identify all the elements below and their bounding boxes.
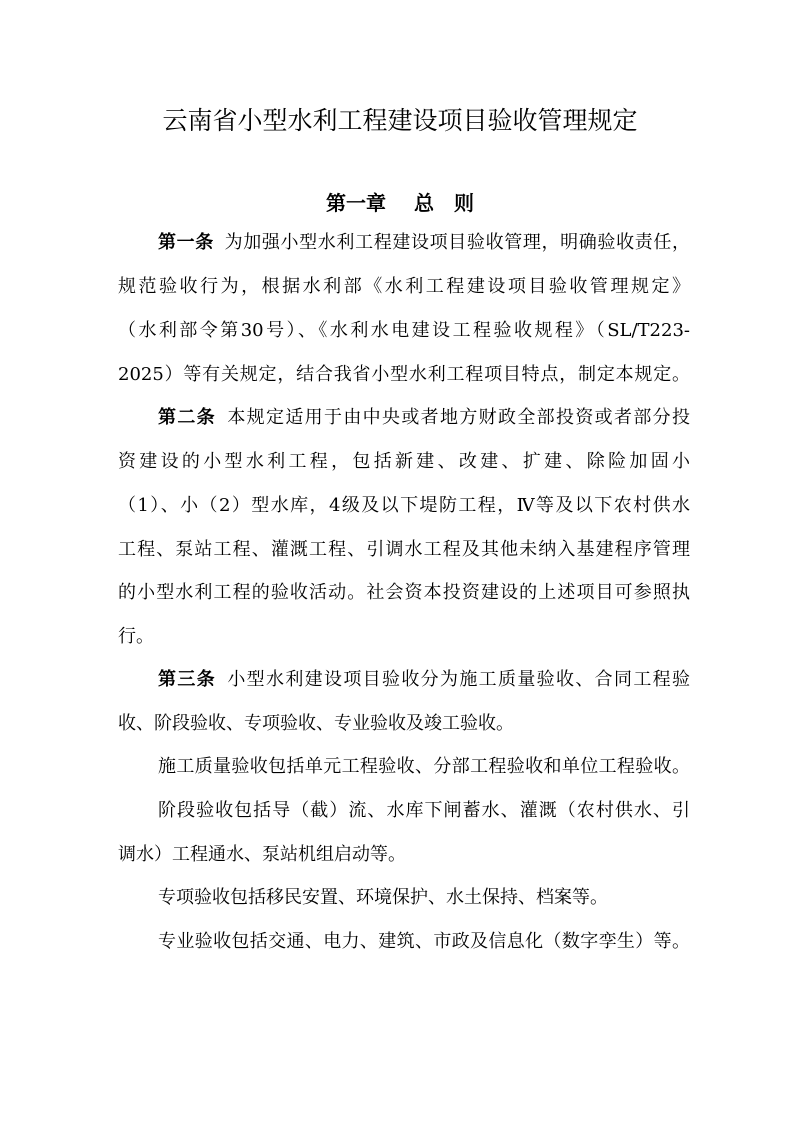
paragraph-construction-quality: 施工质量验收包括单元工程验收、分部工程验收和单位工程验收。 (158, 756, 690, 777)
paragraph-special-acceptance: 专项验收包括移民安置、环境保护、水土保持、档案等。 (158, 887, 608, 908)
article-2-line-4: 工程、泵站工程、灌溉工程、引调水工程及其他未纳入基建程序管理 (118, 539, 690, 560)
article-2-line-1: 第二条 本规定适用于由中央或者地方财政全部投资或者部分投 (158, 407, 690, 428)
chapter-number: 第一章 (326, 191, 386, 215)
article-2-line-2: 资建设的小型水利工程，包括新建、改建、扩建、除险加固小 (118, 451, 690, 472)
article-2-line-5: 的小型水利工程的验收活动。社会资本投资建设的上述项目可参照执 (118, 582, 690, 603)
article-3-line-2: 收、阶段验收、专项验收、专业验收及竣工验收。 (118, 713, 514, 734)
article-1-line-4: 2025）等有关规定，结合我省小型水利工程项目特点，制定本规定。 (118, 364, 690, 385)
article-2-line-3: （1）、小（2）型水库，4级及以下堤防工程，Ⅳ等及以下农村供水 (118, 495, 690, 516)
article-3-line-1: 第三条 小型水利建设项目验收分为施工质量验收、合同工程验 (158, 669, 690, 690)
article-2-label: 第二条 (158, 407, 216, 428)
article-1-label: 第一条 (158, 232, 214, 253)
article-1-line-2: 规范验收行为，根据水利部《水利工程建设项目验收管理规定》 (118, 276, 690, 297)
article-3-label: 第三条 (158, 669, 216, 690)
chapter-name: 总 则 (414, 191, 474, 215)
paragraph-professional-acceptance: 专业验收包括交通、电力、建筑、市政及信息化（数字孪生）等。 (158, 931, 690, 952)
paragraph-stage-acceptance-line-1: 阶段验收包括导（截）流、水库下闸蓄水、灌溉（农村供水、引 (158, 800, 690, 821)
article-1-line-1: 第一条 为加强小型水利工程建设项目验收管理，明确验收责任， (158, 232, 690, 253)
article-1-line-3: （水利部令第30号）、《水利水电建设工程验收规程》（SL/T223- (118, 320, 690, 341)
paragraph-stage-acceptance-line-2: 调水）工程通水、泵站机组启动等。 (118, 844, 406, 865)
article-2-line-6: 行。 (118, 626, 154, 647)
chapter-heading (0, 186, 800, 220)
document-title: 云南省小型水利工程建设项目验收管理规定 (162, 106, 638, 135)
